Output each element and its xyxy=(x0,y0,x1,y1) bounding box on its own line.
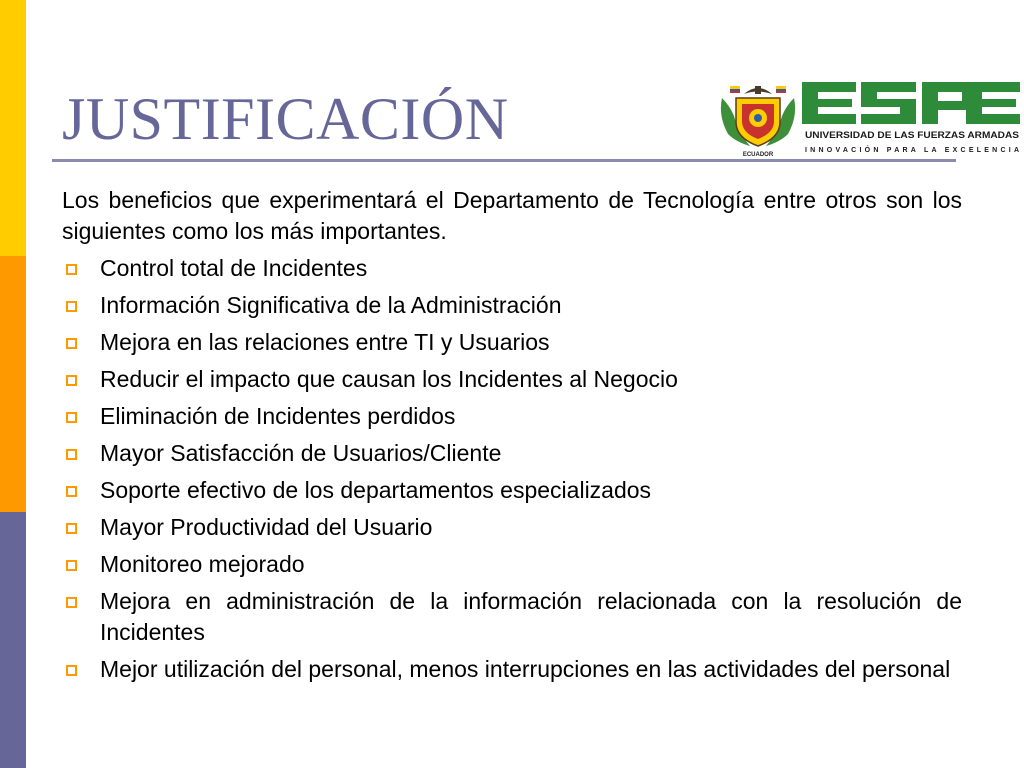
square-bullet-icon xyxy=(66,486,77,497)
bullet-text: Eliminación de Incidentes perdidos xyxy=(100,403,456,429)
slide-title: JUSTIFICACIÓN xyxy=(62,86,509,152)
bullet-item xyxy=(62,290,962,321)
bullet-item xyxy=(62,401,962,432)
bullet-text: Monitoreo mejorado xyxy=(100,551,305,577)
bullet-item xyxy=(62,586,962,648)
seal-caption: ECUADOR xyxy=(742,152,774,158)
square-bullet-icon xyxy=(66,523,77,534)
square-bullet-icon xyxy=(66,449,77,460)
bullet-text: Reducir el impacto que causan los Incidentes al Negocio xyxy=(100,366,678,392)
bullet-item xyxy=(62,512,962,543)
slide-body xyxy=(62,185,962,691)
bullet-item xyxy=(62,364,962,395)
bullet-text: Información Significativa de la Administración xyxy=(100,292,562,318)
square-bullet-icon xyxy=(66,412,77,423)
square-bullet-icon xyxy=(66,560,77,571)
bullet-text: Control total de Incidentes xyxy=(100,255,368,281)
bullet-item xyxy=(62,327,962,358)
university-seal-icon xyxy=(721,86,795,158)
square-bullet-icon xyxy=(66,264,77,275)
sidebar-segment-purple xyxy=(0,512,26,768)
bullet-item xyxy=(62,654,962,685)
espe-logo xyxy=(716,76,1022,160)
bullet-text: Mejora en administración de la información relacionada con la resolución de Incidentes xyxy=(100,588,962,645)
bullet-item xyxy=(62,549,962,580)
bullet-item xyxy=(62,253,962,284)
square-bullet-icon xyxy=(66,301,77,312)
sidebar-segment-orange xyxy=(0,256,26,512)
square-bullet-icon xyxy=(66,665,77,676)
logo-tagline-university: UNIVERSIDAD DE LAS FUERZAS ARMADAS xyxy=(805,130,1019,141)
bullet-text: Mayor Satisfacción de Usuarios/Cliente xyxy=(100,440,502,466)
bullet-item xyxy=(62,475,962,506)
sidebar-color-bar xyxy=(0,0,26,768)
sidebar-segment-yellow xyxy=(0,0,26,256)
bullet-list xyxy=(62,253,962,685)
logo-tagline-motto: INNOVACIÓN PARA LA EXCELENCIA xyxy=(805,147,1019,154)
bullet-text: Mayor Productividad del Usuario xyxy=(100,514,433,540)
bullet-text: Soporte efectivo de los departamentos especializados xyxy=(100,477,652,503)
intro-paragraph: Los beneficios que experimentará el Departamento de Tecnología entre otros son los siguientes como los más importantes. xyxy=(62,187,962,244)
square-bullet-icon xyxy=(66,597,77,608)
square-bullet-icon xyxy=(66,338,77,349)
bullet-text: Mejora en las relaciones entre TI y Usuarios xyxy=(100,329,550,355)
square-bullet-icon xyxy=(66,375,77,386)
bullet-text: Mejor utilización del personal, menos interrupciones en las actividades del personal xyxy=(100,656,951,682)
espe-wordmark xyxy=(802,82,1020,124)
bullet-item xyxy=(62,438,962,469)
